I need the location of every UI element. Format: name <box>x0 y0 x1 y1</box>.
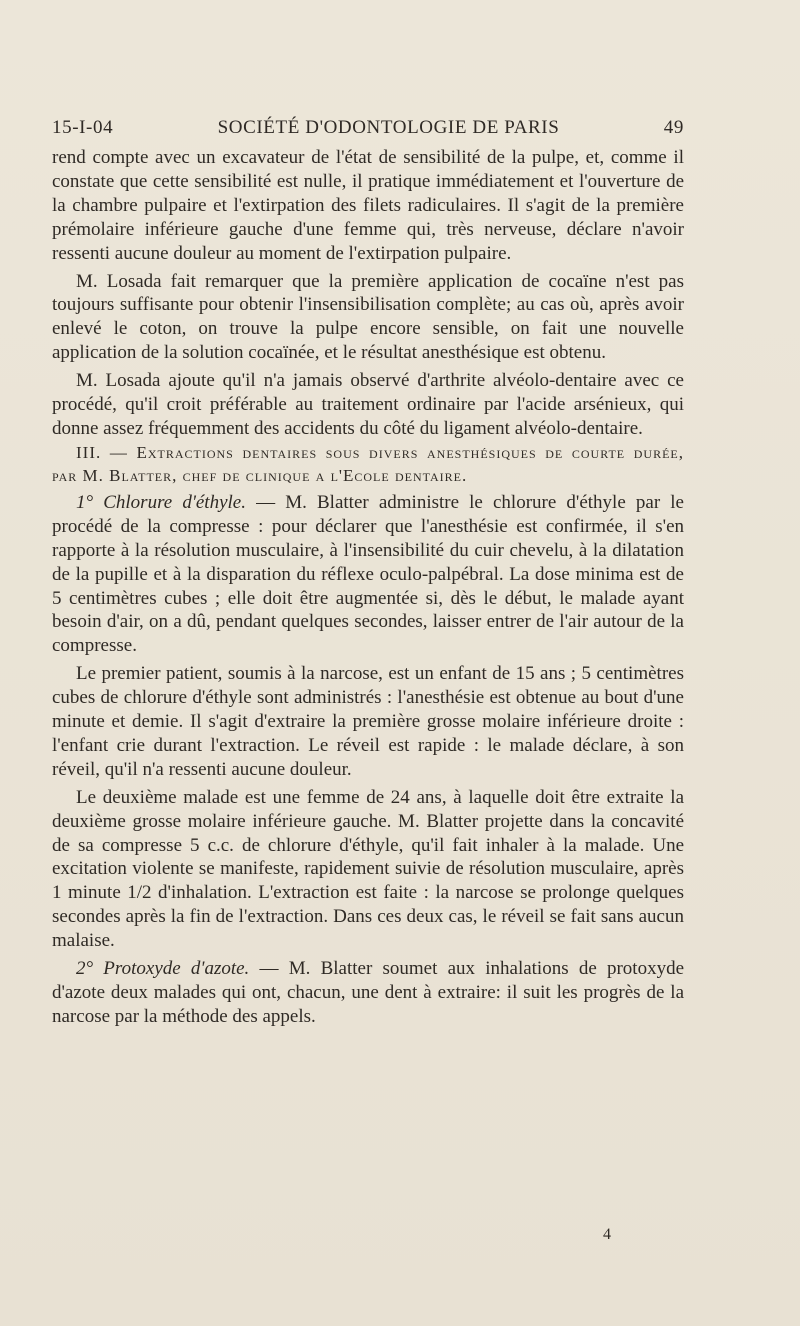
paragraph-7-body: — M. Blatter soumet aux inhalations de protoxyde d'azote deux malades qui ont, chacun, une dent à extraire: il suit les progrès de la narcose par la méthode des appels. <box>52 958 684 1027</box>
subsection-title-protoxyde: 2° Protoxyde d'azote. <box>76 958 250 980</box>
paragraph-7 <box>52 957 684 1029</box>
running-header <box>52 117 684 139</box>
header-title: SOCIÉTÉ D'ODONTOLOGIE DE PARIS <box>217 117 560 138</box>
paragraph-4-body: — M. Blatter administre le chlorure d'éthyle par le procédé de la compresse : pour déclarer que l'anesthésie est confirmée, il s'en rapporte à la résolution musculaire, à l'insensibilité du cuir chevelu, à la dilatation de la pupille et à la disparation du réflexe oculo-palpébral. La dose minima est de 5 centimètres cubes ; elle doit être augmentée si, dès le début, le malade ayant besoin d'air, on a dû, pendant quelques secondes, laisser entrer de l'air autour de la compresse. <box>52 491 684 657</box>
paragraph-5: Le premier patient, soumis à la narcose, est un enfant de 15 ans ; 5 centimètres cubes de chlorure d'éthyle sont administrés : l'anesthésie est obtenue au bout d'une minute et demie. Il s'agit d'extraire la première grosse molaire inférieure droite : l'enfant crie durant l'extraction. Le réveil est rapide : le malade déclare, à son réveil, qu'il n'a ressenti aucune douleur. <box>52 663 684 780</box>
page-number: 49 <box>663 117 684 138</box>
header-date: 15-I-04 <box>52 117 114 138</box>
paragraph-4 <box>52 491 684 658</box>
subsection-title-chlorure: 1° Chlorure d'éthyle. <box>76 491 246 513</box>
paragraph-2: M. Losada fait remarquer que la première application de cocaïne n'est pas toujours suffisante pour obtenir l'insensibilisation complète; au cas où, après avoir enlevé le coton, on trouve la pulpe encore sensible, on fait une nouvelle application de la solution cocaïnée, et le résultat anesthésique est obtenu. <box>52 270 684 364</box>
paragraph-3: M. Losada ajoute qu'il n'a jamais observé d'arthrite alvéolo-dentaire avec ce procédé, qu'il croit préférable au traitement ordinaire par l'acide arsénieux, qui donne assez fréquemment des accidents du côté du ligament alvéolo-dentaire. <box>52 370 684 439</box>
signature-mark: 4 <box>603 1226 611 1243</box>
body-text <box>52 146 684 1029</box>
paragraph-6: Le deuxième malade est une femme de 24 ans, à laquelle doit être extraite la deuxième grosse molaire inférieure gauche. M. Blatter projette dans la concavité de sa compresse 5 c.c. de chlorure d'éthyle, qu'il fait inhaler à la malade. Une excitation violente se manifeste, rapidement suivie de résolution musculaire, après 1 minute 1/2 d'inhalation. L'extraction est faite : la narcose se prolonge quelques secondes après la fin de l'extraction. Dans ces deux cas, le réveil se fait sans aucun malaise. <box>52 786 684 952</box>
section-heading: III. — Extractions dentaires sous divers anesthésiques de courte durée, par M. Blatter, chef de clinique a l'Ecole dentaire. <box>52 442 684 485</box>
paragraph-1: rend compte avec un excavateur de l'état de sensibilité de la pulpe, et, comme il constate que cette sensibilité est nulle, il pratique immédiatement et l'ouverture de la chambre pulpaire et l'extirpation des filets radiculaires. Il s'agit de la première prémolaire inférieure gauche d'une femme qui, très nerveuse, déclare n'avoir ressenti aucune douleur au moment de l'extirpation pulpaire. <box>52 147 684 264</box>
